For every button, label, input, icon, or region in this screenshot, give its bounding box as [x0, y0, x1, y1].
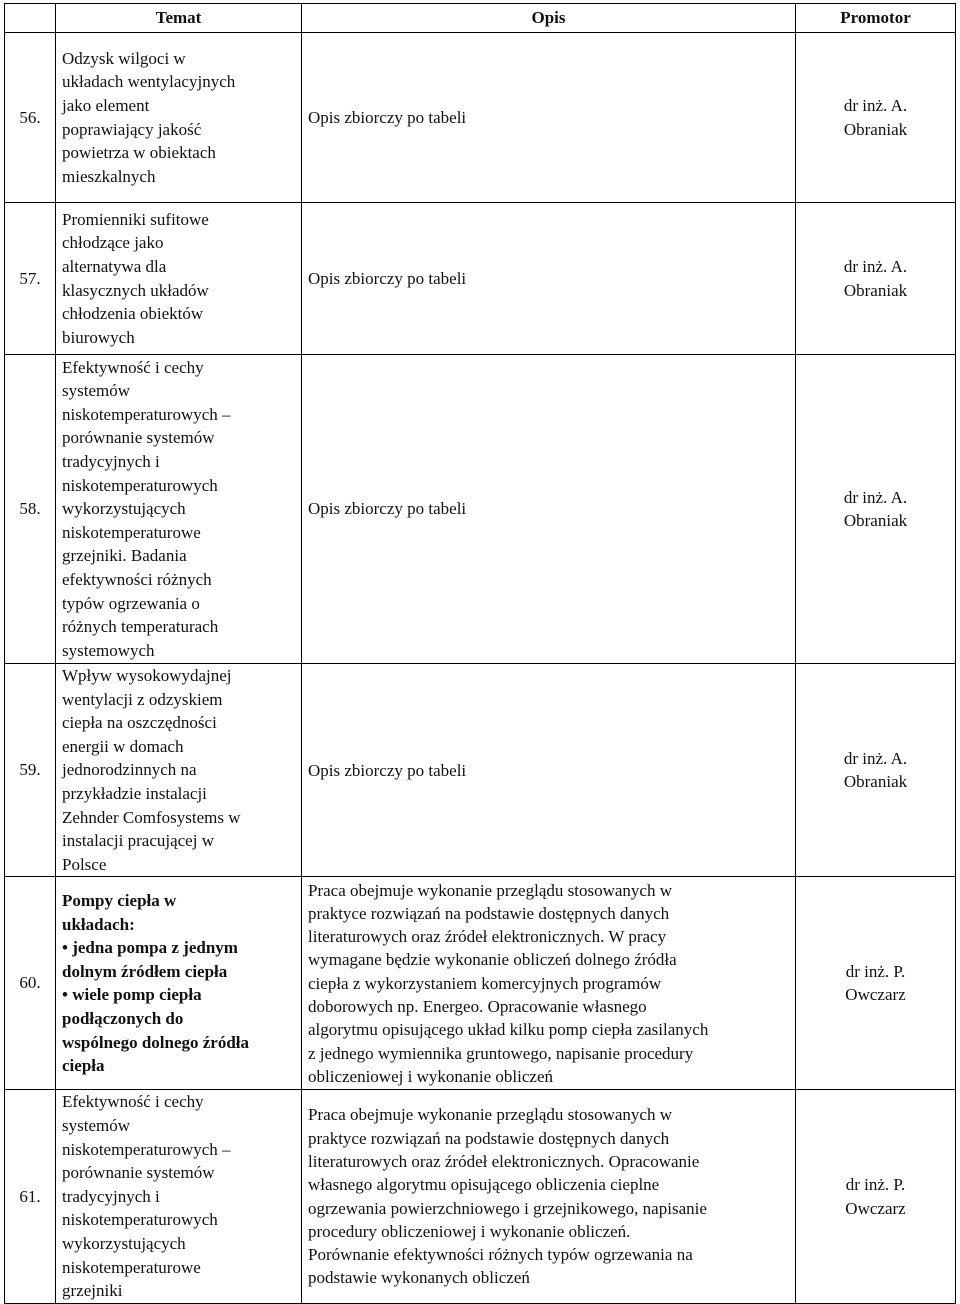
opis-line: praktyce rozwiązań na podstawie dostępnych danych: [308, 1128, 670, 1148]
temat-line: porównanie systemów: [62, 428, 215, 448]
thesis-topics-table: [4, 3, 956, 1304]
temat-line: ciepła na oszczędności: [62, 713, 217, 733]
promotor-line: dr inż. A.: [843, 257, 908, 276]
temat-line: niskotemperaturowe: [62, 522, 201, 542]
promotor-line: Owczarz: [845, 985, 906, 1005]
temat-line: chłodzące jako: [62, 233, 164, 253]
temat-line: alternatywa dla: [62, 256, 167, 276]
promotor-line: dr inż. A.: [843, 96, 908, 115]
description-cell: [302, 33, 796, 203]
topic-cell: [56, 33, 302, 203]
temat-line: tradycyjnych i: [62, 1186, 160, 1206]
opis-line: literaturowych oraz źródeł elektronicznych. W pracy: [308, 927, 667, 947]
promotor-line: dr inż. P.: [845, 1175, 906, 1195]
temat-line: układach:: [62, 914, 135, 934]
description-cell: [302, 1090, 796, 1303]
opis-line: własnego algorytmu opisującego obliczenia cieplne: [308, 1175, 660, 1195]
opis-line: Opis zbiorczy po tabeli: [308, 107, 467, 127]
table-header-row: [5, 4, 956, 33]
description-cell: [302, 355, 796, 664]
temat-line: Odzysk wilgoci w: [62, 48, 186, 68]
row-number: 60.: [5, 877, 56, 1090]
temat-line: Wpływ wysokowydajnej: [62, 666, 232, 685]
header-promotor: Promotor: [796, 4, 956, 33]
temat-line: instalacji pracującej w: [62, 831, 214, 851]
topic-cell: [56, 877, 302, 1090]
temat-line: • jedna pompa z jednym: [62, 938, 238, 958]
temat-line: biurowych: [62, 327, 135, 347]
header-temat: Temat: [56, 4, 302, 33]
topic-cell: [56, 1090, 302, 1303]
temat-line: różnych temperaturach: [62, 617, 219, 637]
temat-line: Polsce: [62, 854, 107, 874]
temat-line: niskotemperaturowe: [62, 1257, 201, 1277]
table-row: [5, 33, 956, 203]
opis-line: algorytmu opisującego układ kilku pomp ciepła zasilanych: [308, 1020, 709, 1040]
topic-cell: [56, 355, 302, 664]
promotor-line: Obraniak: [843, 511, 908, 530]
temat-line: przykładzie instalacji: [62, 783, 207, 803]
temat-line: dolnym źródłem ciepła: [62, 961, 228, 981]
temat-line: mieszkalnych: [62, 166, 156, 186]
temat-line: Pompy ciepła w: [62, 890, 177, 910]
description-cell: [302, 877, 796, 1090]
temat-line: niskotemperaturowych: [62, 475, 218, 495]
opis-line: z jednego wymiennika gruntowego, napisanie procedury: [308, 1043, 694, 1063]
temat-line: wspólnego dolnego źródła: [62, 1032, 250, 1052]
row-number: 59.: [5, 664, 56, 877]
description-cell: [302, 203, 796, 355]
temat-line: ciepła: [62, 1056, 105, 1076]
row-number: 58.: [5, 355, 56, 664]
promotor-line: dr inż. A.: [843, 748, 908, 768]
temat-line: podłączonych do: [62, 1008, 184, 1028]
opis-line: Praca obejmuje wykonanie przeglądu stosowanych w: [308, 1105, 672, 1125]
temat-line: Zehnder Comfosystems w: [62, 807, 241, 827]
promotor-line: Obraniak: [843, 119, 908, 139]
temat-line: porównanie systemów: [62, 1163, 215, 1183]
opis-line: podstawie wykonanych obliczeń: [308, 1268, 530, 1288]
temat-line: typów ogrzewania o: [62, 593, 200, 613]
table-row: [5, 877, 956, 1090]
temat-line: Efektywność i cechy: [62, 1092, 204, 1112]
promotor-line: Obraniak: [843, 772, 908, 792]
opis-line: wymagane będzie wykonanie obliczeń dolnego źródła: [308, 950, 677, 970]
description-cell: [302, 664, 796, 877]
header-nr: [5, 4, 56, 33]
temat-line: klasycznych układów: [62, 280, 209, 300]
promotor-line: dr inż. P.: [845, 961, 906, 981]
opis-line: praktyce rozwiązań na podstawie dostępnych danych: [308, 903, 670, 923]
row-number: 56.: [5, 33, 56, 203]
table-row: [5, 664, 956, 877]
supervisor-cell: [796, 664, 956, 877]
temat-line: chłodzenia obiektów: [62, 304, 204, 324]
opis-line: Porównanie efektywności różnych typów ogrzewania na: [308, 1245, 693, 1265]
row-number: 57.: [5, 203, 56, 355]
temat-line: wykorzystujących: [62, 1233, 186, 1253]
temat-line: poprawiający jakość: [62, 119, 202, 139]
table-body: [5, 33, 956, 1304]
promotor-line: dr inż. A.: [843, 487, 908, 507]
temat-line: wentylacji z odzyskiem: [62, 689, 223, 709]
temat-line: tradycyjnych i: [62, 452, 160, 472]
opis-line: Opis zbiorczy po tabeli: [308, 499, 467, 519]
promotor-line: Obraniak: [843, 280, 908, 300]
temat-line: wykorzystujących: [62, 499, 186, 519]
temat-line: • wiele pomp ciepła: [62, 985, 202, 1005]
supervisor-cell: [796, 33, 956, 203]
opis-line: procedury obliczeniowej i wykonanie obliczeń.: [308, 1221, 631, 1241]
promotor-line: Owczarz: [845, 1198, 906, 1218]
opis-line: doborowych np. Energeo. Opracowanie własnego: [308, 996, 647, 1016]
temat-line: niskotemperaturowych –: [62, 404, 231, 424]
opis-line: literaturowych oraz źródeł elektronicznych. Opracowanie: [308, 1151, 700, 1171]
temat-line: powietrza w obiektach: [62, 143, 216, 163]
temat-line: niskotemperaturowych: [62, 1210, 218, 1230]
temat-line: grzejniki. Badania: [62, 546, 187, 566]
temat-line: efektywności różnych: [62, 569, 212, 589]
opis-line: Opis zbiorczy po tabeli: [308, 268, 467, 288]
topic-cell: [56, 203, 302, 355]
row-number: 61.: [5, 1090, 56, 1303]
supervisor-cell: [796, 203, 956, 355]
supervisor-cell: [796, 877, 956, 1090]
temat-line: niskotemperaturowych –: [62, 1139, 231, 1159]
supervisor-cell: [796, 355, 956, 664]
temat-line: jako element: [62, 95, 150, 115]
temat-line: Promienniki sufitowe: [62, 209, 209, 229]
opis-line: obliczeniowej i wykonanie obliczeń: [308, 1066, 553, 1086]
table-row: [5, 1090, 956, 1303]
header-opis: Opis: [302, 4, 796, 33]
opis-line: ogrzewania powierzchniowego i grzejnikowego, napisanie: [308, 1198, 707, 1218]
temat-line: systemowych: [62, 640, 155, 660]
temat-line: systemów: [62, 1115, 130, 1135]
supervisor-cell: [796, 1090, 956, 1303]
topic-cell: [56, 664, 302, 877]
temat-line: układach wentylacyjnych: [62, 72, 236, 92]
temat-line: grzejniki: [62, 1281, 123, 1301]
temat-line: energii w domach: [62, 736, 184, 756]
temat-line: systemów: [62, 381, 130, 401]
opis-line: Praca obejmuje wykonanie przeglądu stosowanych w: [308, 880, 672, 900]
table-row: [5, 203, 956, 355]
temat-line: jednorodzinnych na: [62, 760, 197, 780]
opis-line: Opis zbiorczy po tabeli: [308, 760, 467, 780]
table-row: [5, 355, 956, 664]
opis-line: ciepła z wykorzystaniem komercyjnych programów: [308, 973, 662, 993]
temat-line: Efektywność i cechy: [62, 357, 204, 377]
